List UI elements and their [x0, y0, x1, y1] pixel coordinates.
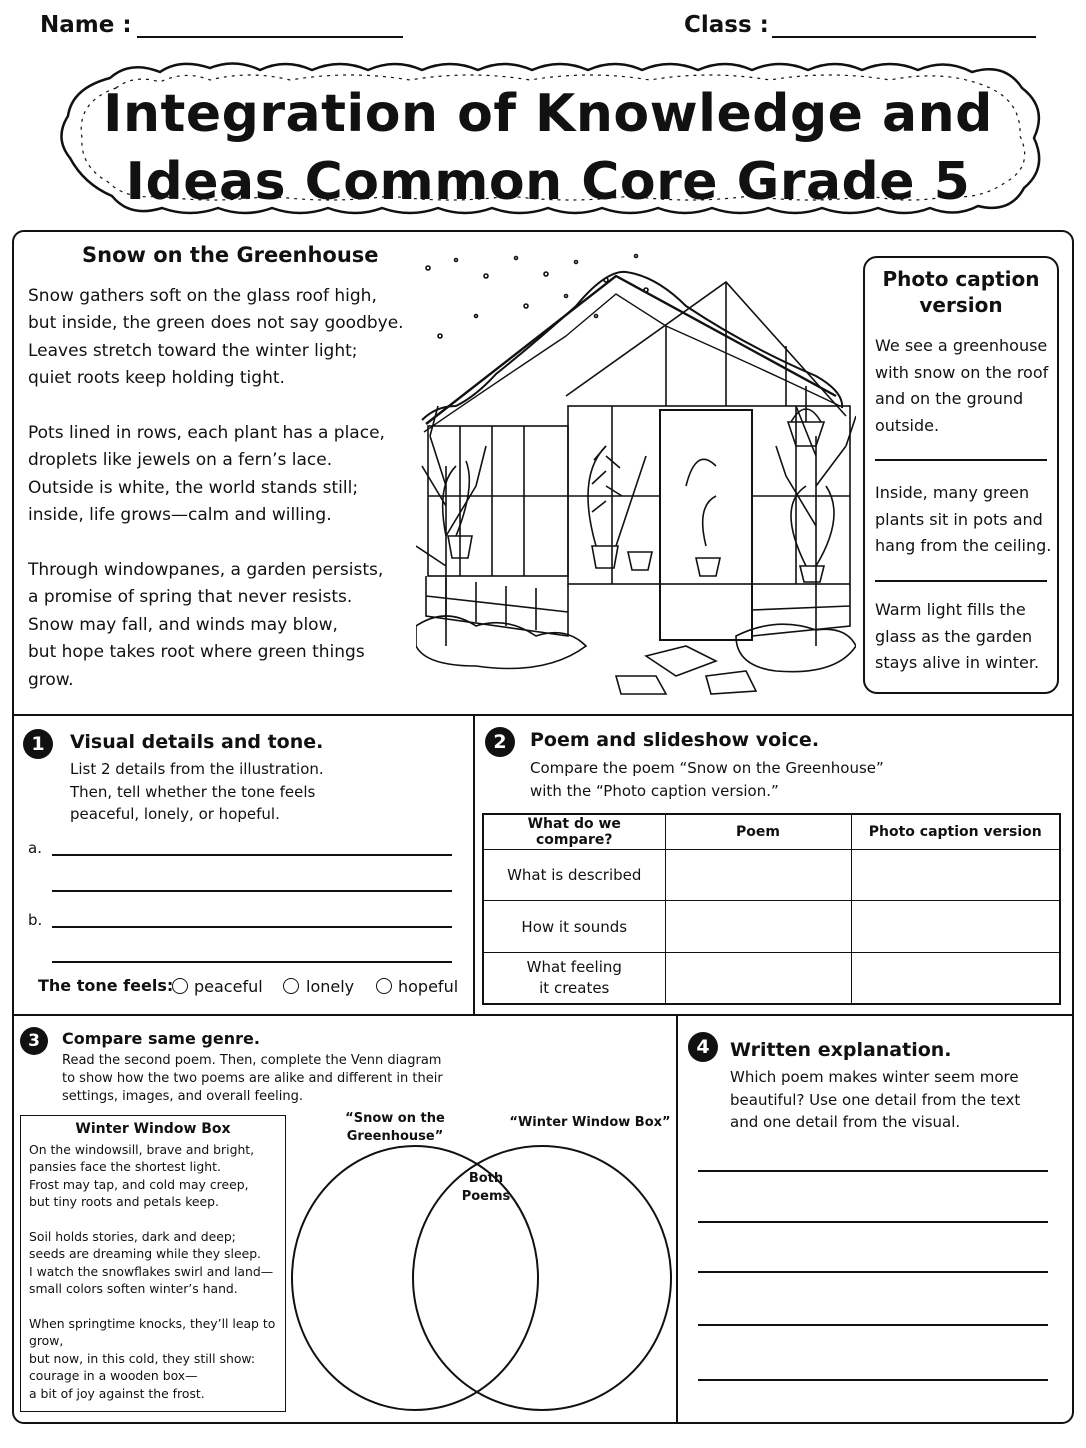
row-label-feeling-text: What feeling it creates [526, 957, 622, 997]
tone-radio-lonely[interactable] [283, 978, 299, 994]
section-4-number-badge: 4 [688, 1032, 718, 1062]
divider-section-1-2 [473, 714, 475, 1014]
caption-line: hang from the ceiling. [875, 536, 1052, 555]
poem-line: Pots lined in rows, each plant has a place, [28, 423, 385, 444]
section-1-title: Visual details and tone. [70, 731, 324, 753]
instruction-line: settings, images, and overall feeling. [62, 1089, 303, 1104]
poem-line: I watch the snowflakes swirl and land— [29, 1263, 274, 1279]
poem-line: quiet roots keep holding tight. [28, 368, 285, 389]
snowflake-icon [426, 255, 648, 339]
instruction-line: Read the second poem. Then, complete the Venn diagram [62, 1053, 442, 1068]
tone-option-peaceful: peaceful [194, 977, 263, 996]
caption-line: outside. [875, 415, 940, 435]
writing-line-1[interactable] [698, 1170, 1048, 1172]
section-2-number-badge: 2 [485, 727, 515, 757]
comparison-table [482, 813, 1061, 1005]
answer-a-line-1[interactable] [52, 854, 452, 856]
section-4-instructions [730, 1066, 1020, 1134]
answer-cell[interactable] [851, 952, 1060, 1004]
poem-line: inside, life grows—calm and willing. [28, 505, 332, 526]
venn-left-label-line-1: “Snow on the [345, 1111, 445, 1126]
answer-cell[interactable] [665, 849, 851, 901]
section-4-title: Written explanation. [730, 1039, 952, 1061]
caption-paragraph-1 [875, 333, 1048, 439]
poem-line [29, 1211, 281, 1228]
poem-body [28, 283, 408, 694]
tone-option-lonely: lonely [306, 977, 355, 996]
tone-radio-hopeful[interactable] [376, 978, 392, 994]
page-title-line-2: Ideas Common Core Grade 5 [125, 152, 971, 212]
poem-line: When springtime knocks, they’ll leap to [29, 1316, 276, 1332]
row-label-described: What is described [483, 849, 665, 901]
instruction-line: with the “Photo caption version.” [530, 781, 779, 800]
poem-title: Snow on the Greenhouse [82, 243, 379, 267]
caption-title-line-2: version [919, 293, 1003, 317]
instruction-line: peaceful, lonely, or hopeful. [70, 805, 280, 823]
second-poem-title: Winter Window Box [75, 1121, 231, 1137]
caption-line: stays alive in winter. [875, 653, 1040, 672]
poem-line: but now, in this cold, they still show: [29, 1350, 256, 1366]
table-header-poem: Poem [665, 814, 851, 849]
writing-line-3[interactable] [698, 1271, 1048, 1273]
poem-line: droplets like jewels on a fern’s lace. [28, 450, 333, 471]
poem-line [29, 1298, 281, 1315]
answer-a-line-2[interactable] [52, 890, 452, 892]
poem-line: courage in a wooden box— [29, 1368, 198, 1384]
venn-center-label-line-2: Poems [461, 1189, 511, 1204]
section-2-title: Poem and slideshow voice. [530, 729, 820, 751]
writing-line-4[interactable] [698, 1324, 1048, 1326]
poem-line: a promise of spring that never resists. [28, 587, 353, 608]
section-2-instructions [530, 757, 884, 802]
greenhouse-illustration [416, 246, 856, 696]
tone-label: The tone feels: [38, 976, 174, 995]
class-field[interactable] [772, 36, 1036, 38]
class-label: Class : [684, 12, 769, 38]
poem-line: Snow may fall, and winds may blow, [28, 614, 338, 635]
section-1-number-badge: 1 [23, 729, 53, 759]
writing-line-2[interactable] [698, 1221, 1048, 1223]
answer-cell[interactable] [665, 901, 851, 953]
caption-line: Warm light fills the [875, 600, 1026, 619]
venn-left-label-line-2: Greenhouse” [346, 1129, 444, 1144]
section-3-title: Compare same genre. [62, 1029, 260, 1048]
caption-line: plants sit in pots and [875, 509, 1043, 529]
caption-line: with snow on the roof [875, 362, 1049, 382]
row-label-sounds: How it sounds [483, 901, 665, 953]
venn-center-label-line-1: Both [468, 1171, 504, 1186]
poem-line: seeds are dreaming while they sleep. [29, 1246, 261, 1262]
poem-line: a bit of joy against the frost. [29, 1385, 205, 1401]
poem-line: small colors soften winter’s hand. [29, 1281, 238, 1297]
caption-line: glass as the garden [875, 626, 1033, 646]
divider-middle [12, 1014, 1074, 1016]
instruction-line: Compare the poem “Snow on the Greenhouse” [530, 759, 884, 777]
poem-line: but hope takes root where green things grow. [28, 642, 365, 690]
answer-a-label: a. [28, 839, 42, 857]
caption-line: Inside, many green [875, 483, 1030, 502]
second-poem-body [29, 1141, 281, 1402]
poem-line: Leaves stretch toward the winter light; [28, 340, 358, 361]
poem-line: On the windowsill, brave and bright, [29, 1142, 255, 1157]
caption-separator-2 [875, 580, 1047, 582]
instruction-line: to show how the two poems are alike and different in their [62, 1071, 443, 1086]
poem-line: Snow gathers soft on the glass roof high, [28, 286, 377, 306]
section-1-instructions [70, 758, 324, 826]
poem-line: pansies face the shortest light. [29, 1159, 221, 1175]
caption-line: We see a greenhouse [875, 336, 1048, 355]
table-header-row [483, 814, 1060, 849]
section-3-instructions [62, 1052, 443, 1106]
instruction-line: Which poem makes winter seem more [730, 1068, 1019, 1086]
answer-cell[interactable] [851, 849, 1060, 901]
writing-line-5[interactable] [698, 1379, 1048, 1381]
answer-cell[interactable] [665, 952, 851, 1004]
page-title-line-1: Integration of Knowledge and [103, 84, 993, 144]
caption-paragraph-3 [875, 597, 1039, 677]
poem-line: but tiny roots and petals keep. [29, 1194, 219, 1210]
answer-b-line-1[interactable] [52, 926, 452, 928]
venn-right-label: “Winter Window Box” [509, 1115, 671, 1130]
caption-paragraph-2 [875, 480, 1051, 560]
table-header-caption: Photo caption version [851, 814, 1060, 849]
poem-line: Frost may tap, and cold may creep, [29, 1176, 249, 1192]
instruction-line: and one detail from the visual. [730, 1113, 961, 1131]
instruction-line: beautiful? Use one detail from the text [730, 1090, 1021, 1109]
answer-b-label: b. [28, 911, 43, 929]
table-row [483, 952, 1060, 1004]
caption-separator-1 [875, 459, 1047, 461]
row-label-feeling [483, 952, 665, 1004]
poem-line [28, 530, 408, 557]
name-label: Name : [40, 12, 132, 38]
table-row [483, 849, 1060, 901]
tone-option-hopeful: hopeful [398, 977, 459, 996]
poem-line: Soil holds stories, dark and deep; [29, 1229, 236, 1245]
poem-line [28, 393, 408, 420]
answer-cell[interactable] [851, 901, 1060, 953]
poem-line: Outside is white, the world stands still; [28, 477, 359, 498]
divider-section-3-4 [676, 1014, 678, 1424]
table-row [483, 901, 1060, 953]
name-field[interactable] [137, 36, 403, 38]
poem-line: Through windowpanes, a garden persists, [28, 560, 384, 581]
instruction-line: List 2 details from the illustration. [70, 760, 324, 778]
poem-line: grow, [29, 1333, 64, 1349]
caption-line: and on the ground [875, 389, 1024, 408]
divider-top [12, 714, 1074, 716]
poem-line: but inside, the green does not say goodbye. [28, 313, 404, 334]
instruction-line: Then, tell whether the tone feels [70, 782, 316, 801]
answer-b-line-2[interactable] [52, 961, 452, 963]
section-3-number-badge: 3 [20, 1027, 48, 1055]
caption-title-line-1: Photo caption [882, 267, 1040, 291]
tone-radio-peaceful[interactable] [172, 978, 188, 994]
table-header-compare: What do we compare? [483, 814, 665, 849]
